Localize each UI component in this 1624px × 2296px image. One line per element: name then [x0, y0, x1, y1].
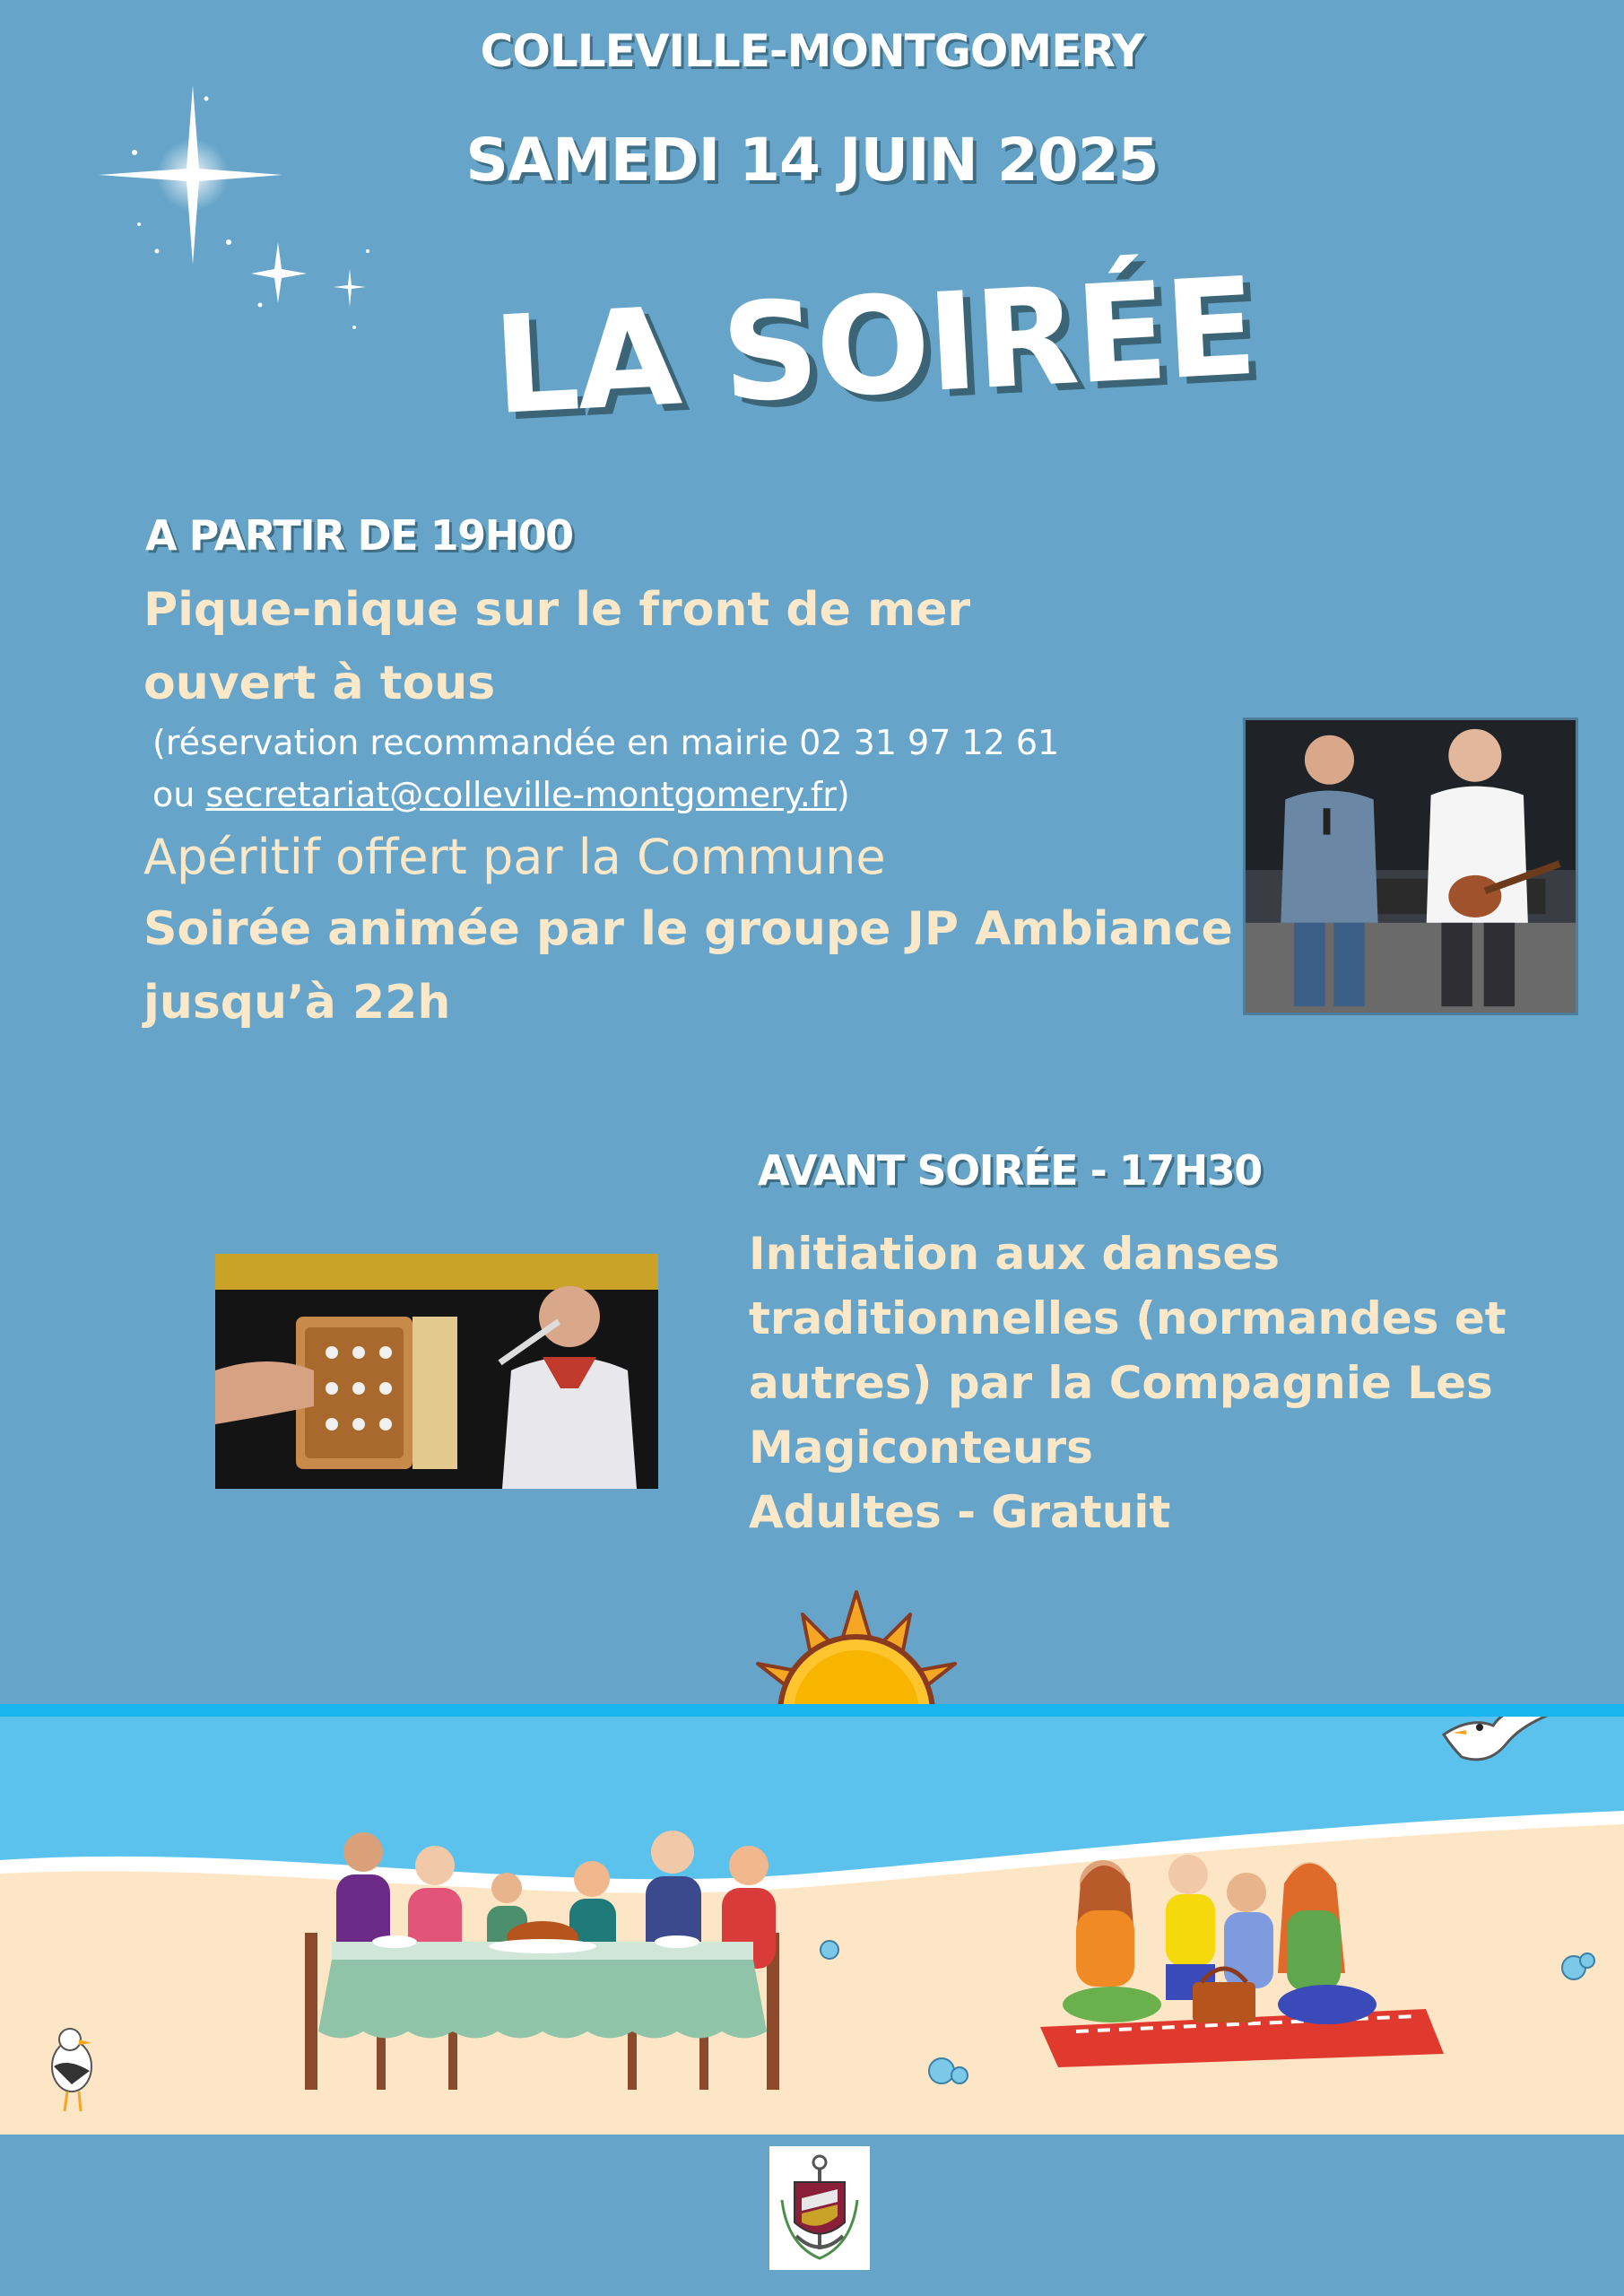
town-crest-logo — [769, 2146, 870, 2270]
email-prefix: ou — [152, 775, 206, 814]
pre-evening-line: autres) par la Compagnie Les — [749, 1357, 1493, 1409]
town-name: COLLEVILLE-MONTGOMERY — [480, 25, 1144, 77]
end-time-line: jusqu’à 22h — [143, 976, 451, 1030]
email-suffix: ) — [836, 775, 850, 814]
band-photo — [1243, 718, 1578, 1015]
horizon-line — [0, 1704, 1624, 1717]
pre-evening-line: Initiation aux danses — [749, 1228, 1281, 1280]
pre-evening-line: Adultes - Gratuit — [749, 1486, 1171, 1538]
evening-heading: A PARTIR DE 19H00 — [145, 511, 573, 560]
picnic-illustration — [1040, 1848, 1444, 2072]
aperitif-line: Apéritif offert par la Commune — [143, 829, 886, 885]
reservation-line: (réservation recommandée en mairie 02 31 97 12 61 — [152, 723, 1060, 762]
event-date: SAMEDI 14 JUIN 2025 — [465, 126, 1159, 195]
pre-evening-line: Magiconteurs — [749, 1422, 1093, 1474]
family-dinner-illustration — [269, 1825, 816, 2094]
band-line: Soirée animée par le groupe JP Ambiance — [143, 902, 1233, 956]
email-link[interactable]: secretariat@colleville-montgomery.fr — [205, 775, 837, 814]
sparkles-decoration — [81, 72, 386, 341]
musicians-photo — [215, 1254, 658, 1489]
pre-evening-description — [749, 1222, 1556, 1544]
email-line — [152, 775, 850, 814]
pre-evening-line: traditionnelles (normandes et — [749, 1292, 1507, 1344]
picnic-line: Pique-nique sur le front de mer — [143, 583, 971, 637]
open-to-all-line: ouvert à tous — [143, 657, 496, 710]
page-title: LA SOIRÉE — [490, 248, 1258, 446]
pre-evening-heading: AVANT SOIRÉE - 17H30 — [758, 1146, 1262, 1195]
